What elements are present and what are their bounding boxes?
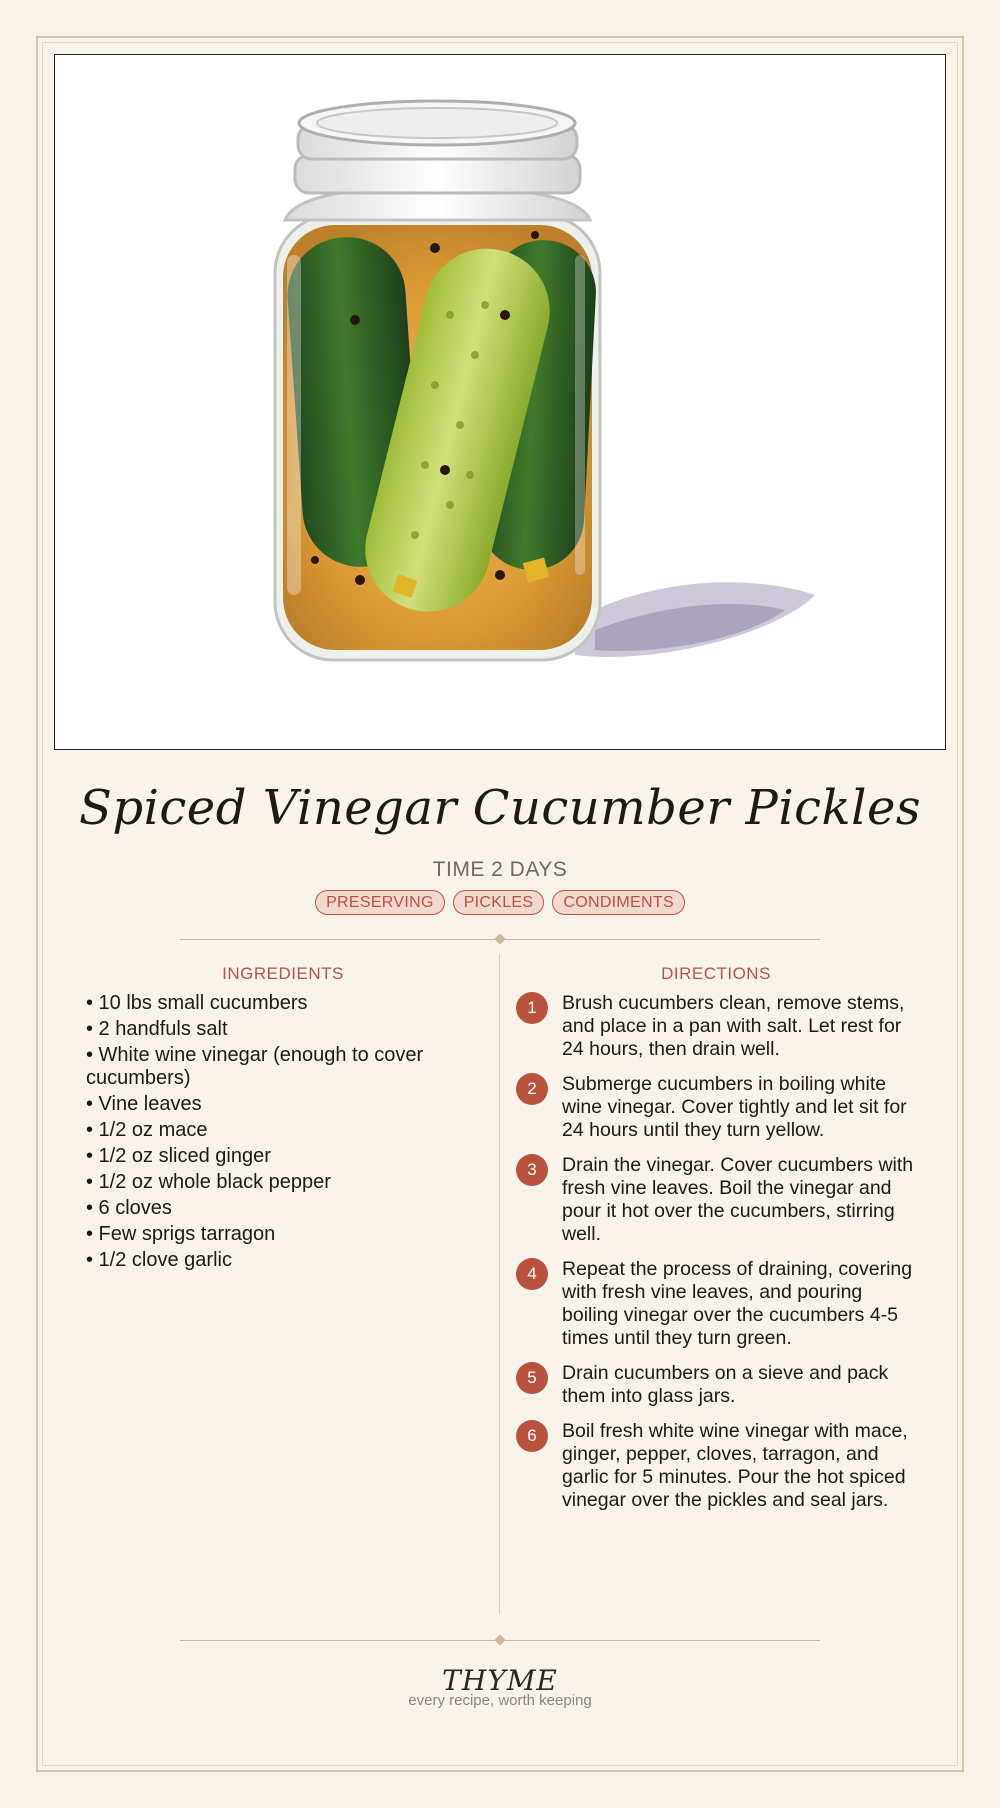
list-item: • 1/2 oz mace [86,1119,208,1141]
list-item: • Few sprigs tarragon [86,1223,276,1245]
direction-step [516,992,916,1061]
brand-tagline: every recipe, worth keeping [408,1692,592,1709]
direction-step [516,1420,916,1512]
column-divider [499,954,500,1614]
list-item: • 2 handfuls salt [86,1018,228,1040]
list-item: • 1/2 oz sliced ginger [86,1145,271,1167]
step-text: Boil fresh white wine vinegar with mace, ginger, pepper, cloves, tarragon, and garlic for 5 minutes. Pour the hot spiced vinegar over the pickles and seal jars. [562,1420,908,1511]
list-item: • Vine leaves [86,1093,202,1115]
step-number-badge: 5 [516,1362,548,1394]
directions-list [516,992,916,1524]
ingredients-list [86,992,476,1275]
brand-logo: THYME [442,1664,558,1697]
direction-step [516,1258,916,1350]
step-number-badge: 4 [516,1258,548,1290]
direction-step [516,1073,916,1142]
step-text: Repeat the process of draining, covering with fresh vine leaves, and pouring boiling vinegar over the cucumbers 4-5 times until they turn green. [562,1258,913,1349]
step-number-badge: 6 [516,1420,548,1452]
step-text: Drain the vinegar. Cover cucumbers with fresh vine leaves. Boil the vinegar and pour it hot over the cucumbers, stirring well. [562,1154,914,1245]
recipe-title: Spiced Vinegar Cucumber Pickles [78,780,922,836]
tag-preserving[interactable]: PRESERVING [315,890,445,915]
directions-heading: DIRECTIONS [661,964,771,983]
tag-condiments[interactable]: CONDIMENTS [552,890,685,915]
ingredients-heading: INGREDIENTS [222,964,344,983]
pickle-jar-image [54,54,946,750]
step-text: Brush cucumbers clean, remove stems, and place in a pan with salt. Let rest for 24 hours, then drain well. [562,992,905,1060]
recipe-tags [0,890,1000,915]
direction-step [516,1362,916,1408]
recipe-time: TIME 2 DAYS [432,858,568,881]
direction-step [516,1154,916,1246]
list-item: • 1/2 oz whole black pepper [86,1171,331,1193]
step-text: Submerge cucumbers in boiling white wine vinegar. Cover tightly and let sit for 24 hours until they turn yellow. [562,1073,907,1141]
list-item: • 1/2 clove garlic [86,1249,232,1271]
step-number-badge: 3 [516,1154,548,1186]
step-text: Drain cucumbers on a sieve and pack them into glass jars. [562,1362,889,1407]
tag-pickles[interactable]: PICKLES [453,890,545,915]
step-number-badge: 2 [516,1073,548,1105]
step-number-badge: 1 [516,992,548,1024]
list-item: • 10 lbs small cucumbers [86,992,308,1014]
list-item: • 6 cloves [86,1197,172,1219]
list-item: • White wine vinegar (enough to cover cucumbers) [86,1044,424,1089]
